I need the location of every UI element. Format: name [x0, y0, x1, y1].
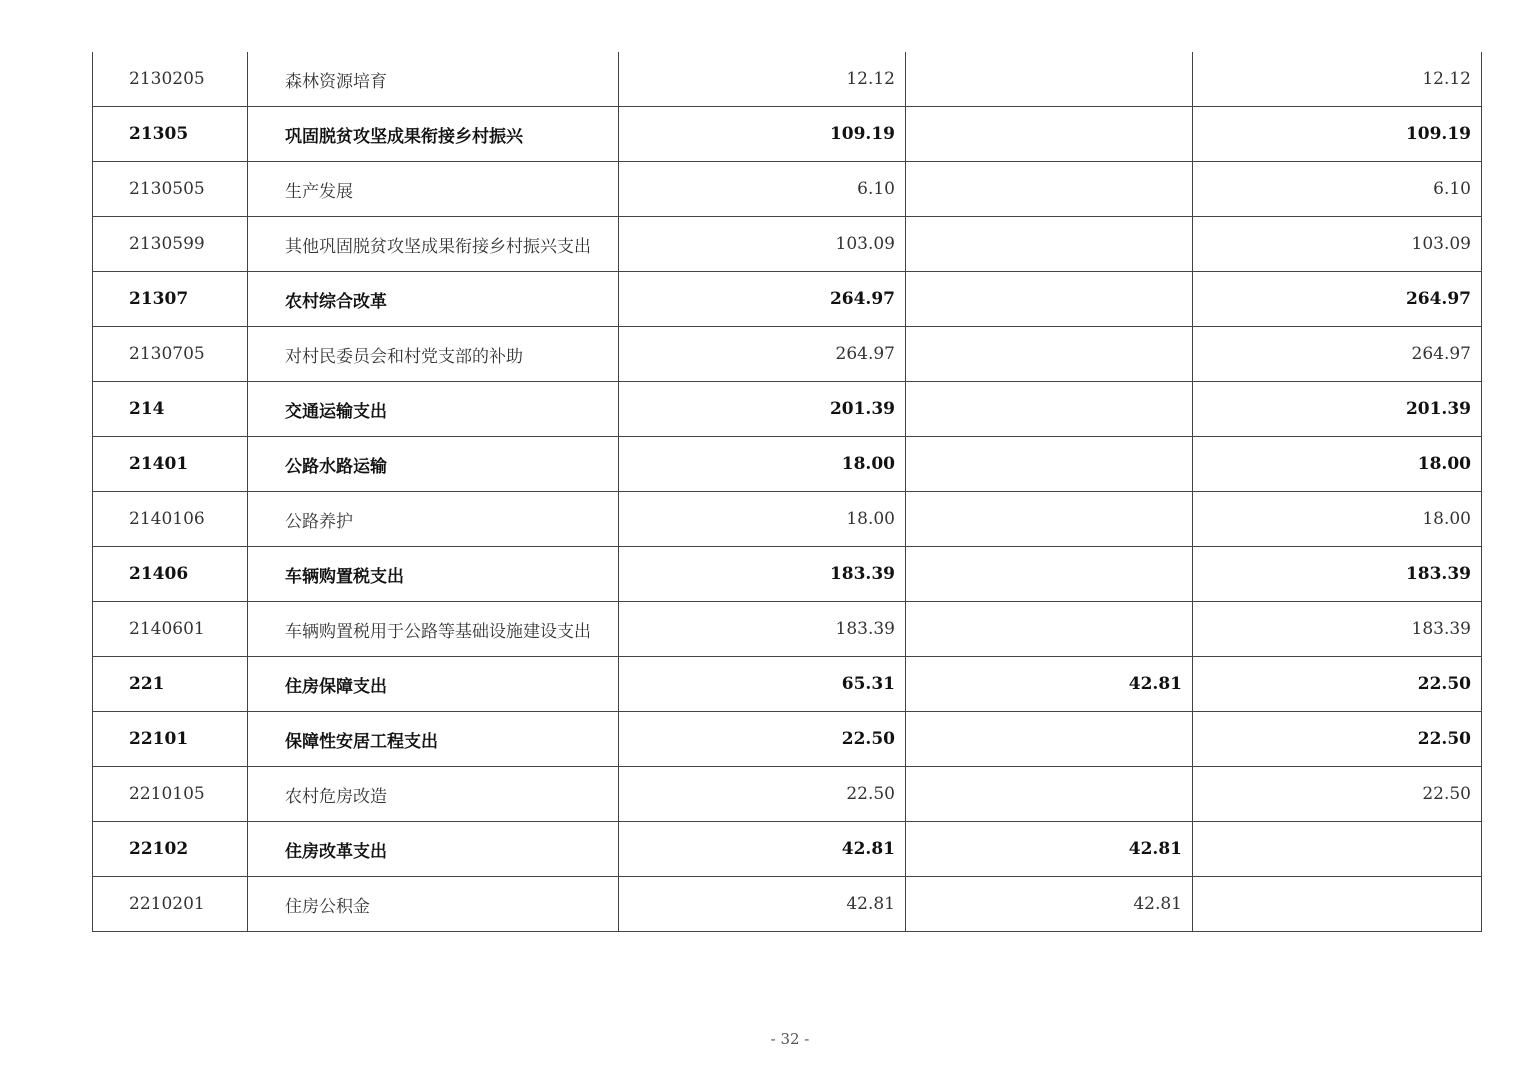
- table-row: [93, 602, 1482, 657]
- table-row: [93, 217, 1482, 272]
- cell-project: 264.97: [1193, 327, 1482, 382]
- cell-code: 2140106: [93, 492, 248, 547]
- cell-project: 103.09: [1193, 217, 1482, 272]
- cell-name: 车辆购置税支出: [248, 547, 619, 602]
- table-row: [93, 492, 1482, 547]
- cell-project: 183.39: [1193, 547, 1482, 602]
- cell-total: 22.50: [619, 712, 906, 767]
- cell-name: 住房改革支出: [248, 822, 619, 877]
- cell-basic: 42.81: [906, 657, 1193, 712]
- cell-total: 18.00: [619, 437, 906, 492]
- cell-project: 109.19: [1193, 107, 1482, 162]
- cell-basic: [906, 547, 1193, 602]
- cell-project: 6.10: [1193, 162, 1482, 217]
- table-row: [93, 52, 1482, 107]
- table-row: [93, 657, 1482, 712]
- cell-code: 22102: [93, 822, 248, 877]
- table-row: [93, 767, 1482, 822]
- cell-basic: 42.81: [906, 822, 1193, 877]
- cell-total: 201.39: [619, 382, 906, 437]
- cell-basic: [906, 712, 1193, 767]
- cell-basic: [906, 767, 1193, 822]
- cell-name: 车辆购置税用于公路等基础设施建设支出: [248, 602, 619, 657]
- cell-project: 18.00: [1193, 437, 1482, 492]
- cell-code: 21401: [93, 437, 248, 492]
- cell-code: 2130705: [93, 327, 248, 382]
- cell-name: 住房保障支出: [248, 657, 619, 712]
- cell-basic: [906, 107, 1193, 162]
- cell-code: 214: [93, 382, 248, 437]
- cell-code: 2130205: [93, 52, 248, 107]
- table-row: [93, 437, 1482, 492]
- cell-total: 264.97: [619, 272, 906, 327]
- cell-name: 住房公积金: [248, 877, 619, 932]
- cell-code: 2130599: [93, 217, 248, 272]
- table-row: [93, 272, 1482, 327]
- cell-project: 183.39: [1193, 602, 1482, 657]
- cell-basic: [906, 162, 1193, 217]
- cell-total: 12.12: [619, 52, 906, 107]
- budget-table-body: [93, 52, 1482, 932]
- table-row: [93, 107, 1482, 162]
- cell-total: 42.81: [619, 822, 906, 877]
- cell-project: 201.39: [1193, 382, 1482, 437]
- page-number: - 32 -: [770, 1030, 810, 1048]
- table-row: [93, 547, 1482, 602]
- cell-project: [1193, 877, 1482, 932]
- budget-table: [92, 52, 1482, 932]
- cell-basic: 42.81: [906, 877, 1193, 932]
- cell-basic: [906, 437, 1193, 492]
- cell-project: 22.50: [1193, 712, 1482, 767]
- cell-total: 42.81: [619, 877, 906, 932]
- cell-code: 2210201: [93, 877, 248, 932]
- cell-basic: [906, 327, 1193, 382]
- table-row: [93, 877, 1482, 932]
- cell-total: 65.31: [619, 657, 906, 712]
- cell-total: 183.39: [619, 547, 906, 602]
- cell-name: 公路养护: [248, 492, 619, 547]
- cell-project: 22.50: [1193, 767, 1482, 822]
- table-row: [93, 162, 1482, 217]
- table-row: [93, 327, 1482, 382]
- cell-total: 6.10: [619, 162, 906, 217]
- cell-basic: [906, 52, 1193, 107]
- cell-code: 21307: [93, 272, 248, 327]
- cell-project: 12.12: [1193, 52, 1482, 107]
- cell-basic: [906, 217, 1193, 272]
- cell-name: 其他巩固脱贫攻坚成果衔接乡村振兴支出: [248, 217, 619, 272]
- table-row: [93, 822, 1482, 877]
- cell-code: 2140601: [93, 602, 248, 657]
- cell-code: 21305: [93, 107, 248, 162]
- cell-name: 保障性安居工程支出: [248, 712, 619, 767]
- cell-name: 对村民委员会和村党支部的补助: [248, 327, 619, 382]
- cell-basic: [906, 492, 1193, 547]
- cell-total: 183.39: [619, 602, 906, 657]
- cell-project: 264.97: [1193, 272, 1482, 327]
- cell-name: 交通运输支出: [248, 382, 619, 437]
- cell-code: 22101: [93, 712, 248, 767]
- cell-total: 103.09: [619, 217, 906, 272]
- cell-basic: [906, 602, 1193, 657]
- cell-project: [1193, 822, 1482, 877]
- cell-total: 22.50: [619, 767, 906, 822]
- cell-project: 22.50: [1193, 657, 1482, 712]
- cell-total: 18.00: [619, 492, 906, 547]
- cell-name: 巩固脱贫攻坚成果衔接乡村振兴: [248, 107, 619, 162]
- cell-name: 公路水路运输: [248, 437, 619, 492]
- table-row: [93, 382, 1482, 437]
- cell-total: 109.19: [619, 107, 906, 162]
- cell-basic: [906, 382, 1193, 437]
- table-row: [93, 712, 1482, 767]
- cell-name: 农村危房改造: [248, 767, 619, 822]
- cell-code: 2130505: [93, 162, 248, 217]
- cell-total: 264.97: [619, 327, 906, 382]
- cell-name: 生产发展: [248, 162, 619, 217]
- cell-name: 农村综合改革: [248, 272, 619, 327]
- cell-code: 2210105: [93, 767, 248, 822]
- cell-code: 21406: [93, 547, 248, 602]
- cell-name: 森林资源培育: [248, 52, 619, 107]
- cell-basic: [906, 272, 1193, 327]
- cell-project: 18.00: [1193, 492, 1482, 547]
- cell-code: 221: [93, 657, 248, 712]
